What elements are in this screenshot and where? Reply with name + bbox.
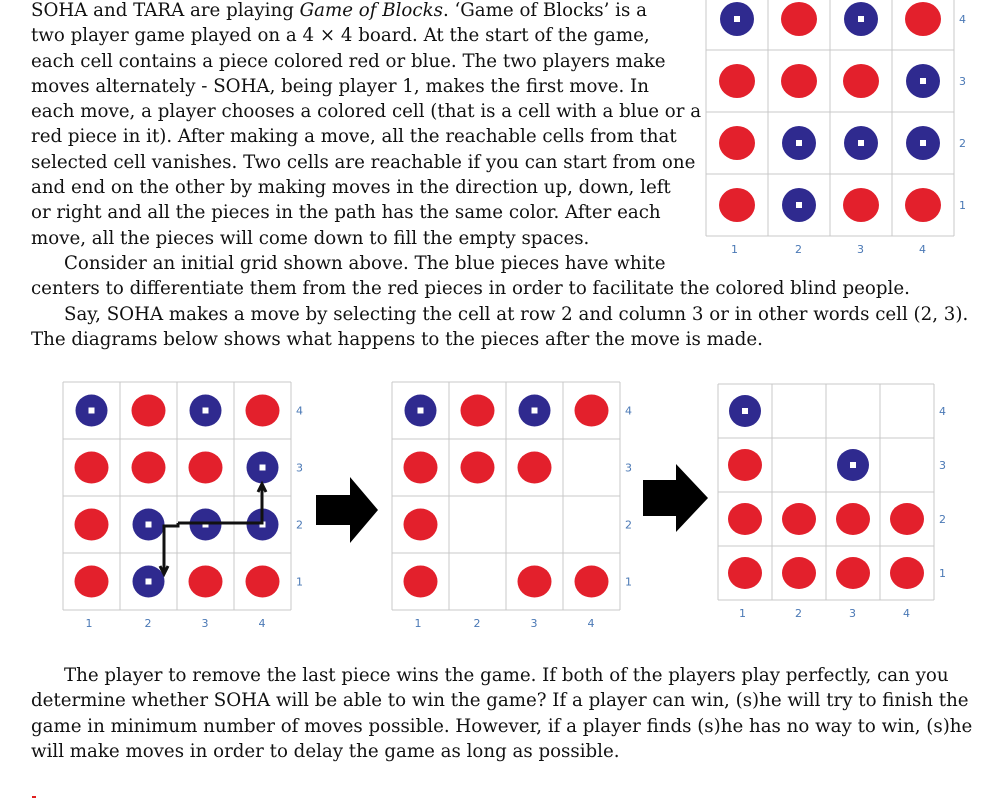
consider-line: Consider an initial grid shown above. The blue pieces have white xyxy=(64,252,666,274)
row-label: 4 xyxy=(939,405,946,418)
red-piece xyxy=(836,503,870,535)
row-label: 1 xyxy=(939,567,946,580)
red-piece xyxy=(246,566,280,598)
intro-line: each cell contains a piece colored red or blue. The two players make xyxy=(31,50,666,72)
red-piece xyxy=(189,452,223,484)
red-piece xyxy=(132,395,166,427)
consider-line: centers to differentiate them from the red pieces in order to facilitate the colored blind people. xyxy=(31,278,910,300)
red-piece xyxy=(728,503,762,535)
red-piece xyxy=(905,2,941,36)
final-line: game in minimum number of moves possible. However, if a player finds (s)he has no way to win, (s)he xyxy=(31,715,973,737)
red-piece xyxy=(189,566,223,598)
red-piece xyxy=(461,395,495,427)
intro-line: and end on the other by making moves in the direction up, down, left xyxy=(31,177,671,199)
red-piece xyxy=(75,566,109,598)
red-piece xyxy=(461,452,495,484)
col-label: 2 xyxy=(795,607,802,620)
row-label: 2 xyxy=(939,513,946,526)
move-sequence-diagram xyxy=(0,370,1006,635)
blue-piece-center xyxy=(858,140,864,146)
col-label: 1 xyxy=(85,617,93,630)
blue-piece-center xyxy=(734,16,740,22)
blue-piece-center xyxy=(920,78,926,84)
row-label: 1 xyxy=(625,575,632,589)
blue-piece-center xyxy=(796,202,802,208)
col-label: 3 xyxy=(849,607,856,620)
red-piece xyxy=(728,449,762,481)
intro-line: or right and all the pieces in the path has the same color. After each xyxy=(31,202,661,224)
red-piece xyxy=(404,509,438,541)
blue-piece-center xyxy=(532,408,538,414)
initial-board xyxy=(700,0,980,255)
intro-line: two player game played on a 4 × 4 board. At the start of the game, xyxy=(31,25,650,47)
red-piece xyxy=(404,566,438,598)
intro-line: selected cell vanishes. Two cells are reachable if you can start from one xyxy=(31,151,696,173)
col-label: 2 xyxy=(795,243,802,255)
final-line: will make moves in order to delay the game as long as possible. xyxy=(31,740,620,762)
blue-piece-center xyxy=(742,408,748,414)
row-label: 3 xyxy=(625,461,632,475)
col-label: 2 xyxy=(144,617,152,630)
red-piece xyxy=(719,126,755,160)
intro-line: red piece in it). After making a move, all the reachable cells from that xyxy=(31,126,677,148)
blue-piece-center xyxy=(260,465,266,471)
row-label: 2 xyxy=(959,137,966,150)
board-during xyxy=(63,382,303,630)
red-piece xyxy=(404,452,438,484)
red-piece xyxy=(843,188,879,222)
blue-piece-center xyxy=(858,16,864,22)
blue-piece-center xyxy=(796,140,802,146)
board-after_removal xyxy=(392,382,632,630)
blue-piece-center xyxy=(920,140,926,146)
col-label: 3 xyxy=(530,617,538,630)
red-mark xyxy=(32,796,36,798)
red-piece xyxy=(132,452,166,484)
game-title: Game of Blocks xyxy=(299,0,443,21)
col-label: 1 xyxy=(739,607,746,620)
red-piece xyxy=(75,452,109,484)
red-piece xyxy=(719,64,755,98)
red-piece xyxy=(836,557,870,589)
row-label: 4 xyxy=(625,404,632,418)
col-label: 4 xyxy=(258,617,266,630)
final-line: determine whether SOHA will be able to win the game? If a player can win, (s)he will try to finish the xyxy=(31,690,969,712)
red-piece xyxy=(246,395,280,427)
intro-line: each move, a player chooses a colored cell (that is a cell with a blue or a xyxy=(31,101,702,123)
col-label: 1 xyxy=(414,617,422,630)
transition-arrow-2 xyxy=(643,464,708,532)
row-label: 2 xyxy=(296,518,303,532)
col-label: 2 xyxy=(473,617,481,630)
col-label: 4 xyxy=(919,243,926,255)
col-label: 3 xyxy=(857,243,864,255)
red-piece xyxy=(890,557,924,589)
row-label: 3 xyxy=(296,461,303,475)
red-piece xyxy=(75,509,109,541)
intro-line: SOHA and TARA are playing Game of Blocks. ‘Game of Blocks’ is a xyxy=(31,0,647,21)
row-label: 3 xyxy=(959,75,966,88)
red-piece xyxy=(518,566,552,598)
final-line: The player to remove the last piece wins the game. If both of the players play perfectly, can you xyxy=(64,665,949,686)
col-label: 3 xyxy=(201,617,209,630)
row-label: 2 xyxy=(625,518,632,532)
row-label: 3 xyxy=(939,459,946,472)
blue-piece-center xyxy=(89,408,95,414)
row-label: 1 xyxy=(296,575,303,589)
red-piece xyxy=(782,503,816,535)
col-label: 1 xyxy=(731,243,738,255)
final-paragraph xyxy=(31,663,972,764)
intro-line: moves alternately - SOHA, being player 1, makes the first move. In xyxy=(31,75,649,97)
col-label: 4 xyxy=(903,607,910,620)
transition-arrow-1 xyxy=(316,477,378,543)
intro-line: move, all the pieces will come down to fill the empty spaces. xyxy=(31,227,590,249)
say-line: Say, SOHA makes a move by selecting the cell at row 2 and column 3 or in other words cell (2, 3). xyxy=(64,303,969,325)
red-piece xyxy=(575,566,609,598)
red-piece xyxy=(782,557,816,589)
red-piece xyxy=(728,557,762,589)
col-label: 4 xyxy=(587,617,595,630)
red-piece xyxy=(575,395,609,427)
row-label: 4 xyxy=(296,404,303,418)
red-piece xyxy=(843,64,879,98)
board-after_fall xyxy=(718,384,946,620)
say-line: The diagrams below shows what happens to the pieces after the move is made. xyxy=(31,328,763,350)
red-piece xyxy=(781,64,817,98)
blue-piece-center xyxy=(418,408,424,414)
blue-piece-center xyxy=(146,579,152,585)
row-label: 1 xyxy=(959,199,966,212)
red-piece xyxy=(518,452,552,484)
blue-piece-center xyxy=(203,408,209,414)
blue-piece-center xyxy=(146,522,152,528)
board-initial xyxy=(706,0,966,255)
red-piece xyxy=(890,503,924,535)
red-piece xyxy=(781,2,817,36)
red-piece xyxy=(719,188,755,222)
blue-piece-center xyxy=(850,462,856,468)
row-label: 4 xyxy=(959,13,966,26)
red-piece xyxy=(905,188,941,222)
